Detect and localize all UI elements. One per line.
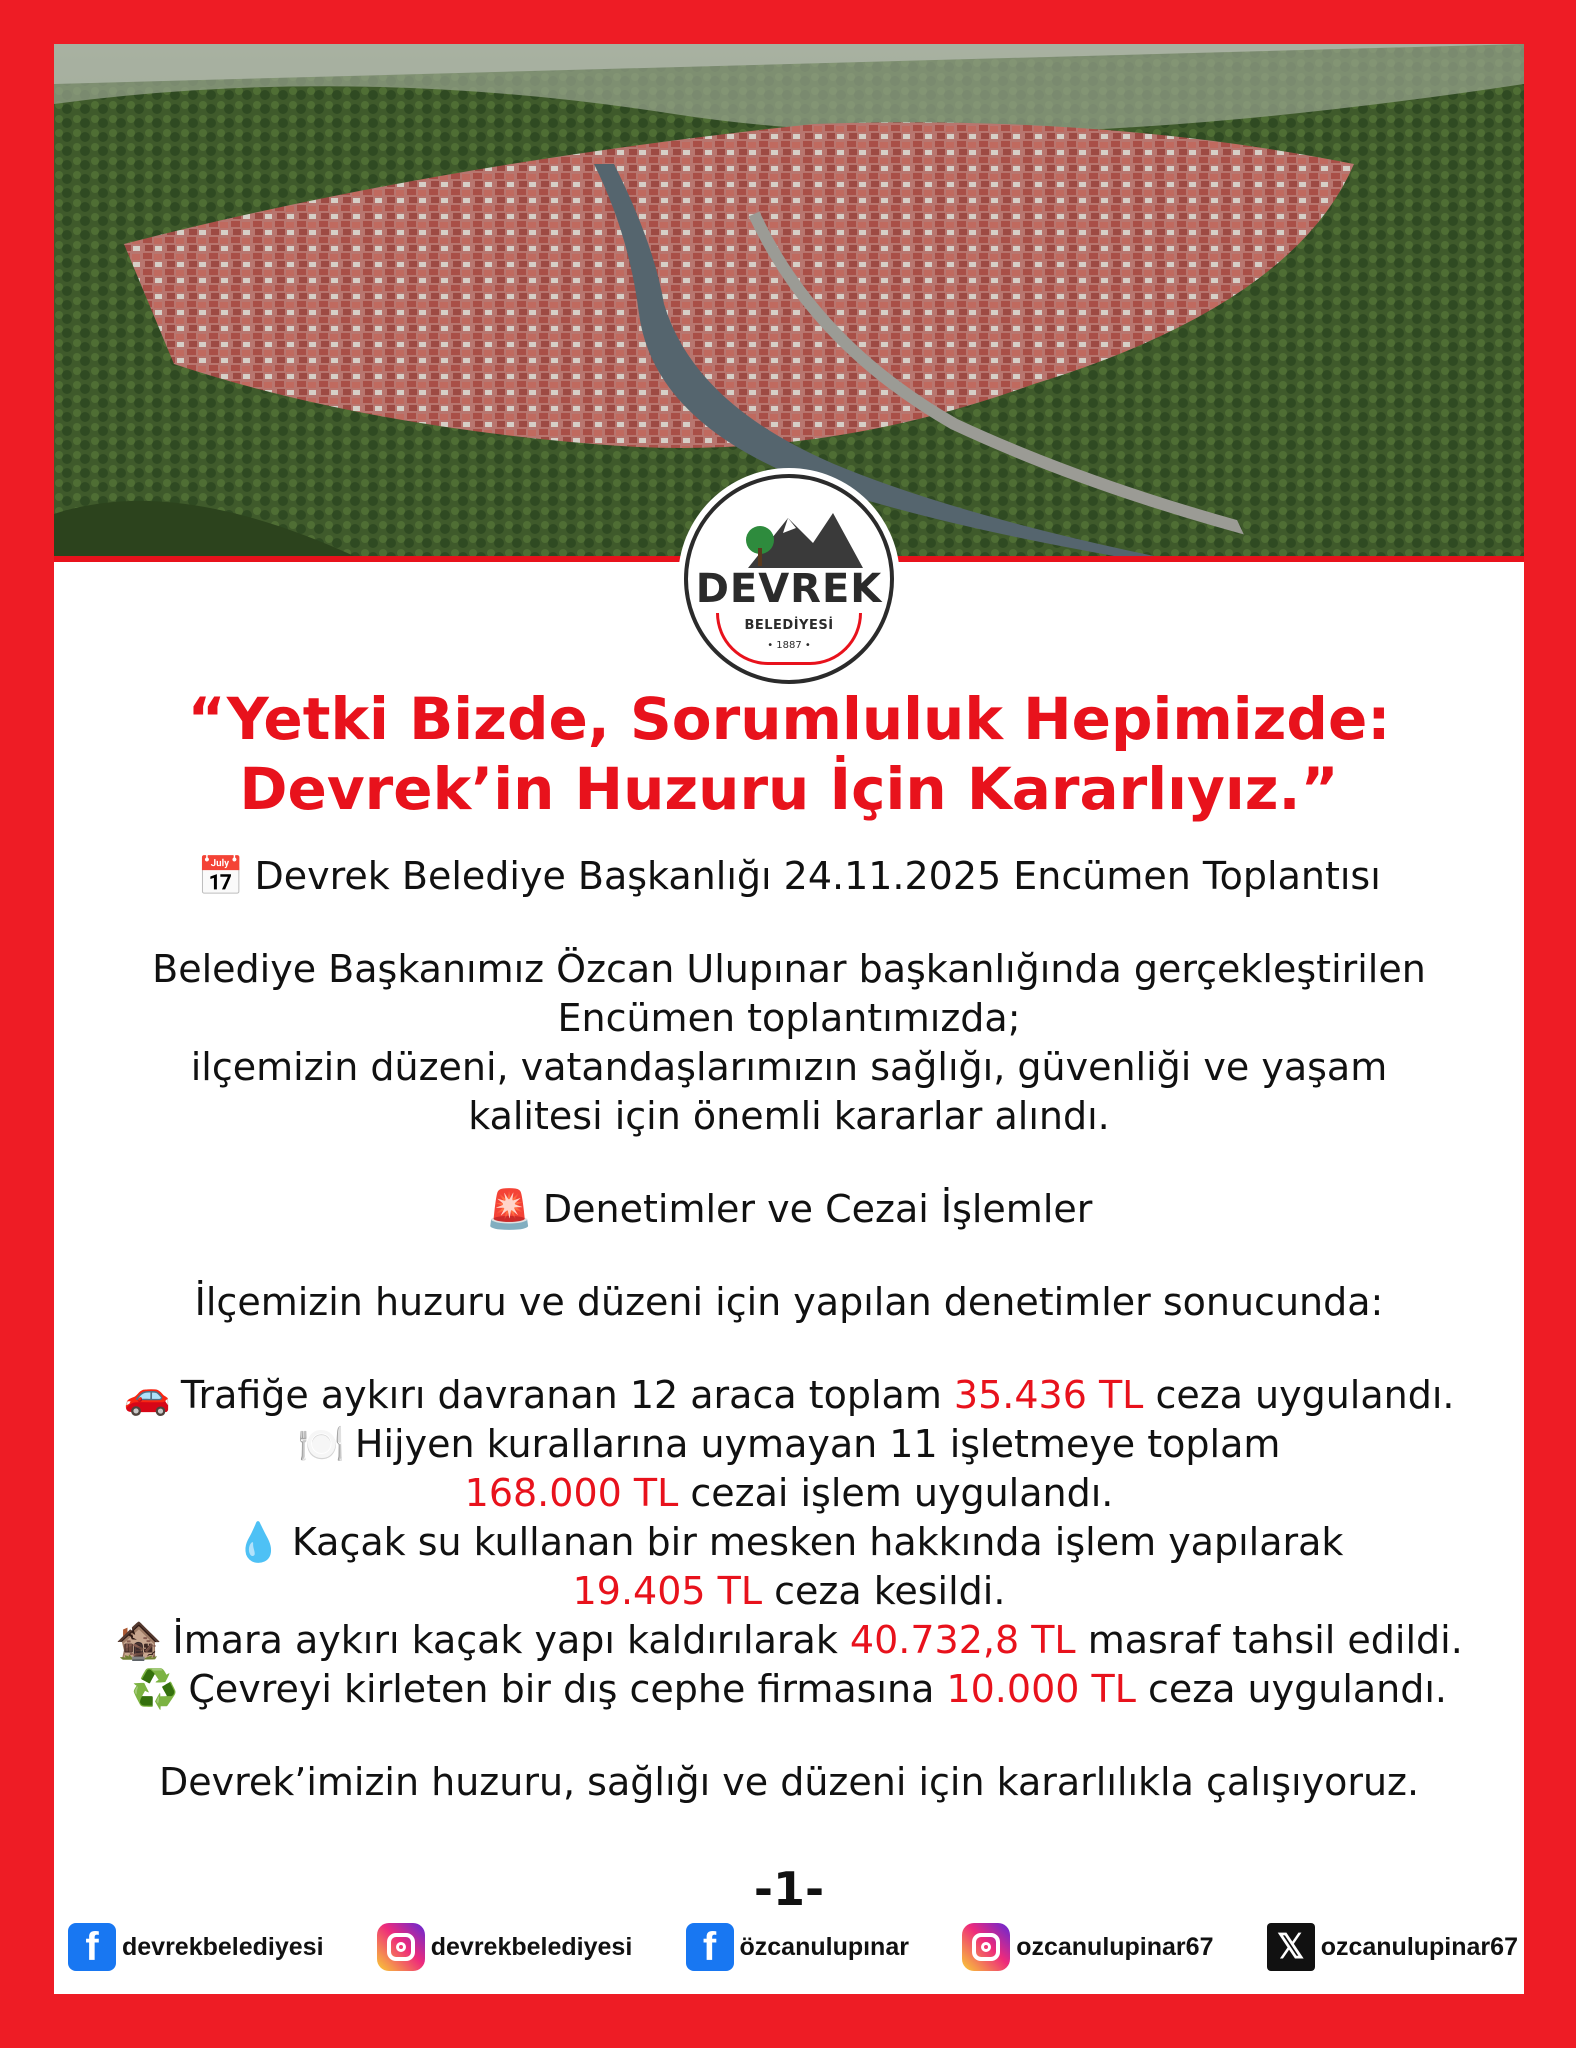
item-environment xyxy=(54,1665,1524,1714)
social-media-bar xyxy=(68,1920,1518,1974)
x-link-mayor[interactable] xyxy=(1267,1923,1518,1971)
logo-year: • 1887 • xyxy=(767,640,811,651)
facebook-icon: f xyxy=(68,1923,116,1971)
water-drop-icon: 💧 xyxy=(234,1520,282,1564)
section-heading xyxy=(54,1185,1524,1234)
item-water-line-1 xyxy=(54,1518,1524,1567)
instagram-icon xyxy=(377,1923,425,1971)
item-traffic-post: ceza uygulandı. xyxy=(1143,1373,1455,1417)
item-traffic-amount: 35.436 TL xyxy=(953,1373,1144,1417)
item-environment-post: ceza uygulandı. xyxy=(1135,1667,1448,1711)
facebook-handle-mayor: özcanulupınar xyxy=(739,1932,909,1961)
meeting-text: Devrek Belediye Başkanlığı 24.11.2025 Encümen Toplantısı xyxy=(254,854,1381,898)
item-hygiene-line-2 xyxy=(54,1469,1524,1518)
item-water-post: ceza kesildi. xyxy=(762,1569,1006,1613)
page-number: -1- xyxy=(753,1862,825,1916)
recycle-icon: ♻️ xyxy=(130,1667,179,1711)
item-hygiene-post: cezai işlem uygulandı. xyxy=(678,1471,1114,1515)
item-building-pre: İmara aykırı kaçak yapı kaldırılarak xyxy=(172,1618,850,1662)
facebook-link-mayor[interactable] xyxy=(686,1923,909,1971)
headline-line-1: “Yetki Bizde, Sorumluluk Hepimizde: xyxy=(187,685,1391,753)
logo-wordmark: DEVREK xyxy=(695,566,883,612)
item-hygiene-amount: 168.000 TL xyxy=(464,1471,679,1515)
logo-subtitle: BELEDİYESİ xyxy=(744,618,834,633)
siren-icon: 🚨 xyxy=(485,1187,533,1231)
headline xyxy=(54,684,1524,824)
car-icon: 🚗 xyxy=(123,1373,171,1417)
intro-line-4: kalitesi için önemli kararlar alındı. xyxy=(468,1094,1110,1138)
plate-icon: 🍽️ xyxy=(297,1422,345,1466)
instagram-handle-municipality: devrekbelediyesi xyxy=(430,1932,633,1961)
item-traffic xyxy=(54,1371,1524,1420)
devrek-municipality-logo xyxy=(684,474,894,684)
closing-text: Devrek’imizin huzuru, sağlığı ve düzeni için kararlılıkla çalışıyoruz. xyxy=(158,1760,1420,1804)
headline-line-2: Devrek’in Huzuru İçin Kararlıyız.” xyxy=(239,755,1339,823)
poster xyxy=(54,44,1524,1994)
meeting-line xyxy=(54,852,1524,901)
item-hygiene-line-1 xyxy=(54,1420,1524,1469)
item-building-post: masraf tahsil edildi. xyxy=(1075,1618,1463,1662)
item-building xyxy=(54,1616,1524,1665)
calendar-icon: 📅 xyxy=(197,854,245,898)
intro-line-2: Encümen toplantımızda; xyxy=(557,996,1021,1040)
section-title: Denetimler ve Cezai İşlemler xyxy=(542,1187,1093,1231)
mountain-tree-emblem-icon xyxy=(688,478,890,568)
instagram-link-municipality[interactable] xyxy=(377,1923,633,1971)
item-water-pre: Kaçak su kullanan bir mesken hakkında işlem yapılarak xyxy=(291,1520,1344,1564)
item-traffic-pre: Trafiğe aykırı davranan 12 araca toplam xyxy=(180,1373,954,1417)
item-environment-pre: Çevreyi kirleten bir dış cephe firmasına xyxy=(188,1667,947,1711)
instagram-icon xyxy=(962,1923,1010,1971)
item-building-amount: 40.732,8 TL xyxy=(849,1618,1076,1662)
item-hygiene-pre: Hijyen kurallarına uymayan 11 işletmeye toplam xyxy=(354,1422,1281,1466)
instagram-link-mayor[interactable] xyxy=(962,1923,1213,1971)
intro-line-3: ilçemizin düzeni, vatandaşlarımızın sağlığı, güvenliği ve yaşam xyxy=(190,1045,1388,1089)
lead-text: İlçemizin huzuru ve düzeni için yapılan denetimler sonucunda: xyxy=(194,1280,1384,1324)
instagram-handle-mayor: ozcanulupinar67 xyxy=(1016,1932,1214,1961)
item-environment-amount: 10.000 TL xyxy=(946,1667,1136,1711)
item-water-line-2 xyxy=(54,1567,1524,1616)
item-water-amount: 19.405 TL xyxy=(572,1569,763,1613)
intro-line-1: Belediye Başkanımız Özcan Ulupınar başkanlığında gerçekleştirilen xyxy=(152,947,1426,991)
facebook-handle-municipality: devrekbelediyesi xyxy=(122,1932,324,1961)
announcement-body xyxy=(54,684,1524,1807)
x-handle-mayor: ozcanulupinar67 xyxy=(1320,1932,1518,1961)
facebook-icon: f xyxy=(686,1923,734,1971)
x-icon: 𝕏 xyxy=(1267,1923,1315,1971)
facebook-link-municipality[interactable] xyxy=(68,1923,324,1971)
derelict-house-icon: 🏚️ xyxy=(115,1618,163,1662)
